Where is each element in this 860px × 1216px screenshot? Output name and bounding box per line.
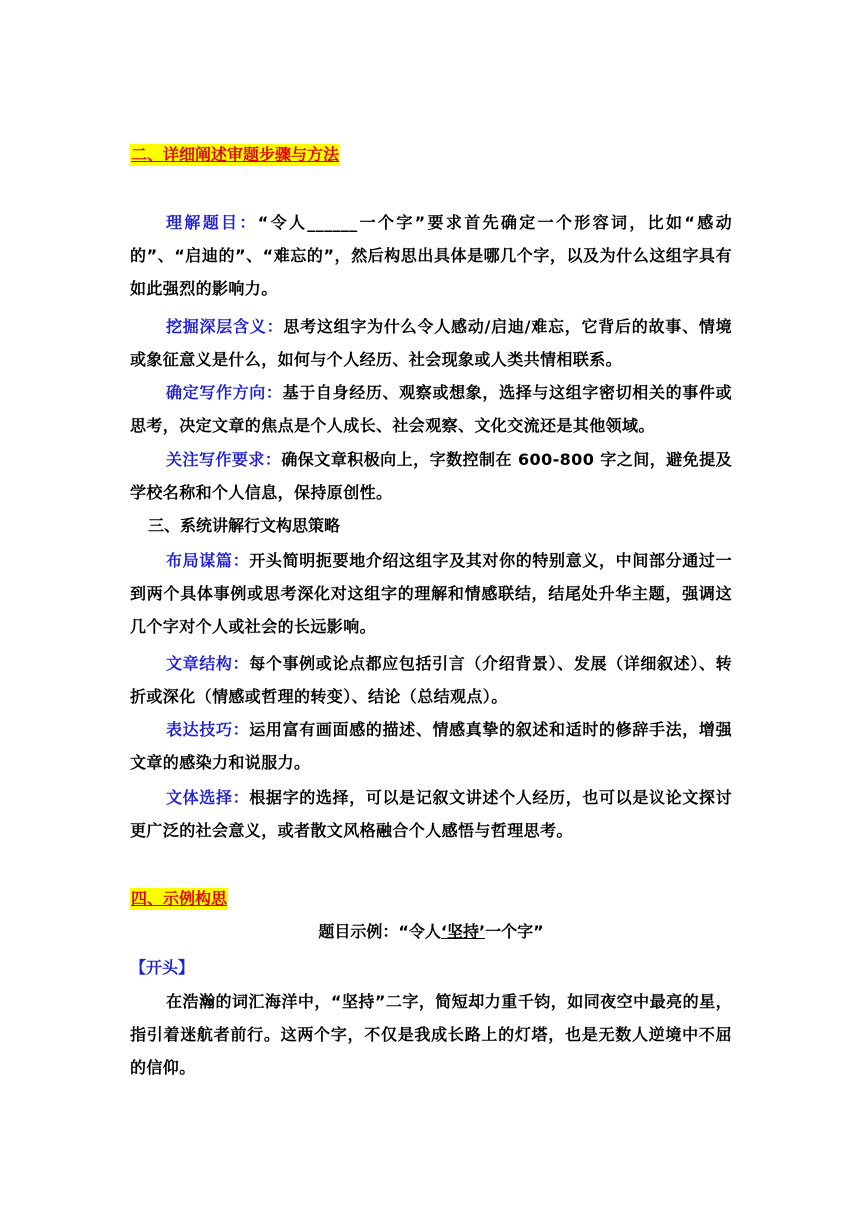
section-2-item-1: [130, 206, 732, 305]
item-text: 每个事例或论点都应包括引言（介绍背景）、发展（详细叙述）、转折或深化（情感或哲理的转变）、结论（总结观点）。: [130, 654, 732, 706]
item-text: 确保文章积极向上，字数控制在 600-800 字之间，避免提及学校名称和个人信息，保持原创性。: [130, 450, 732, 502]
opening-label: 【开头】: [130, 958, 195, 977]
section-2-item-4: [130, 443, 732, 509]
section-2-item-3: [130, 376, 732, 442]
item-label: 文体选择：: [166, 788, 250, 807]
item-text: 开头简明扼要地介绍这组字及其对你的特别意义，中间部分通过一到两个具体事例或思考深化对这组字的理解和情感联结，结尾处升华主题，强调这几个字对个人或社会的长远影响。: [130, 551, 732, 636]
section-3-item-1: [130, 544, 732, 643]
example-word: ‘坚持’: [440, 922, 486, 941]
section-2-item-2: [130, 310, 732, 376]
item-label: 挖掘深层含义：: [166, 317, 284, 336]
section-3-heading: 三、系统讲解行文构思策略: [148, 516, 341, 535]
item-text: 运用富有画面感的描述、情感真挚的叙述和适时的修辞手法，增强文章的感染力和说服力。: [130, 720, 732, 772]
item-label: 关注写作要求：: [166, 450, 282, 469]
example-suffix: 一个字”: [485, 922, 544, 941]
example-title: [130, 917, 732, 947]
section-3-item-3: [130, 713, 732, 779]
item-text: 根据字的选择，可以是记叙文讲述个人经历，也可以是议论文探讨更广泛的社会意义，或者散文风格融合个人感悟与哲理思考。: [130, 788, 732, 840]
item-text: 思考这组字为什么令人感动/启迪/难忘，它背后的故事、情境或象征意义是什么，如何与个人经历、社会现象或人类共情相联系。: [130, 317, 732, 369]
item-label: 布局谋篇：: [166, 551, 250, 570]
example-prefix: 题目示例：“令人: [318, 922, 441, 941]
section-3-item-4: [130, 781, 732, 847]
section-2-heading: 二、详细阐述审题步骤与方法: [131, 145, 340, 164]
item-label: 理解题目：: [166, 213, 258, 232]
opening-paragraph: 在浩瀚的词汇海洋中，“坚持”二字，简短却力重千钧，如同夜空中最亮的星，指引着迷航者前行。这两个字，不仅是我成长路上的灯塔，也是无数人逆境中不屈的信仰。: [130, 992, 732, 1077]
section-3-item-2: [130, 647, 732, 713]
item-label: 文章结构：: [166, 654, 250, 673]
item-text: “令人______一个字”要求首先确定一个形容词，比如“感动的”、“启迪的”、“难忘的”，然后构思出具体是哪几个字，以及为什么这组字具有如此强烈的影响力。: [130, 213, 732, 298]
item-text: 基于自身经历、观察或想象，选择与这组字密切相关的事件或思考，决定文章的焦点是个人成长、社会观察、文化交流还是其他领域。: [130, 383, 732, 435]
item-label: 确定写作方向：: [166, 383, 283, 402]
item-label: 表达技巧：: [166, 720, 250, 739]
section-4-heading: 四、示例构思: [131, 889, 228, 908]
